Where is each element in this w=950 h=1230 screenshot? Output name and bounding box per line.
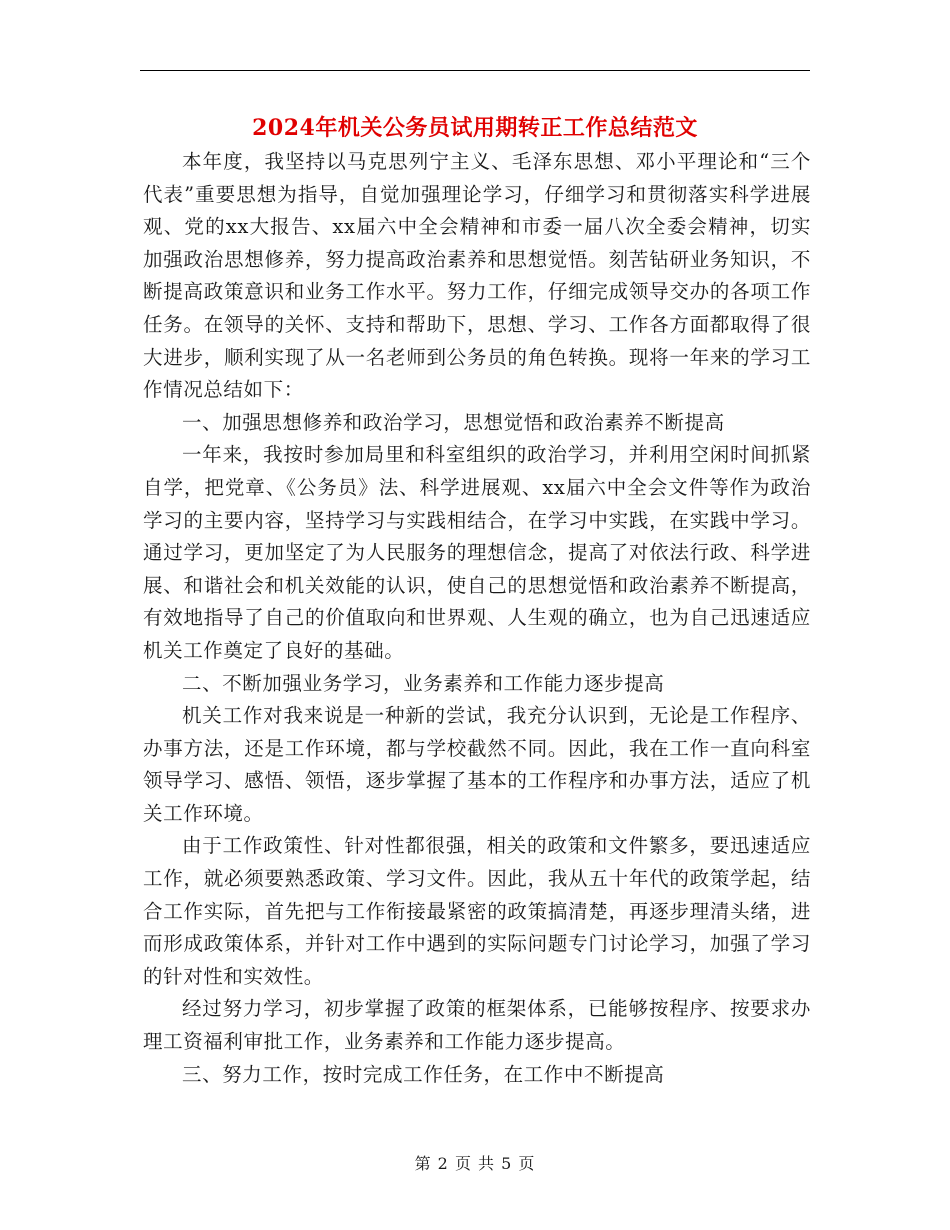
paragraph-intro: 本年度，我坚持以马克思列宁主义、毛泽东思想、邓小平理论和“三个代表”重要思想为指导，自觉加强理论学习，仔细学习和贯彻落实科学进展观、党的xx大报告、xx届六中全会精神和市委一届八次全委会精神，切实加强政治思想修养，努力提高政治素养和思想觉悟。刻苦钻研业务知识，不断提高政策意识和业务工作水平。努力工作，仔细完成领导交办的各项工作任务。在领导的关怀、支持和帮助下，思想、学习、工作各方面都取得了很大进步，顺利实现了从一名老师到公务员的角色转换。现将一年来的学习工作情况总结如下： bbox=[143, 150, 811, 402]
section-heading-3: 三、努力工作，按时完成工作任务，在工作中不断提高 bbox=[182, 1062, 665, 1086]
document-title: 2024年机关公务员试用期转正工作总结范文 bbox=[252, 115, 698, 141]
page-number-footer: 第 2 页 共 5 页 bbox=[414, 1154, 536, 1173]
paragraph-section-2a: 机关工作对我来说是一种新的尝试，我充分认识到，无论是工作程序、办事方法，还是工作环境，都与学校截然不同。因此，我在工作一直向科室领导学习、感悟、领悟，逐步掌握了基本的工作程序和办事方法，适应了机关工作环境。 bbox=[143, 704, 811, 825]
document-body bbox=[143, 146, 811, 1091]
paragraph-section-1: 一年来，我按时参加局里和科室组织的政治学习，并利用空闲时间抓紧自学，把党章、《公务员》法、科学进展观、xx届六中全会文件等作为政治学习的主要内容，坚持学习与实践相结合，在学习中实践，在实践中学习。通过学习，更加坚定了为人民服务的理想信念，提高了对依法行政、科学进展、和谐社会和机关效能的认识，使自己的思想觉悟和政治素养不断提高，有效地指导了自己的价值取向和世界观、人生观的确立，也为自己迅速适应机关工作奠定了良好的基础。 bbox=[143, 443, 811, 662]
paragraph-section-2b: 由于工作政策性、针对性都很强，相关的政策和文件繁多，要迅速适应工作，就必须要熟悉政策、学习文件。因此，我从五十年代的政策学起，结合工作实际，首先把与工作衔接最紧密的政策搞清楚，再逐步理清头绪，进而形成政策体系，并针对工作中遇到的实际问题专门讨论学习，加强了学习的针对性和实效性。 bbox=[143, 834, 811, 988]
paragraph-section-2c: 经过努力学习，初步掌握了政策的框架体系，已能够按程序、按要求办理工资福利审批工作，业务素养和工作能力逐步提高。 bbox=[143, 997, 811, 1054]
section-heading-2: 二、不断加强业务学习，业务素养和工作能力逐步提高 bbox=[182, 671, 665, 695]
section-heading-1: 一、加强思想修养和政治学习，思想觉悟和政治素养不断提高 bbox=[182, 410, 725, 434]
header-rule bbox=[140, 70, 810, 71]
